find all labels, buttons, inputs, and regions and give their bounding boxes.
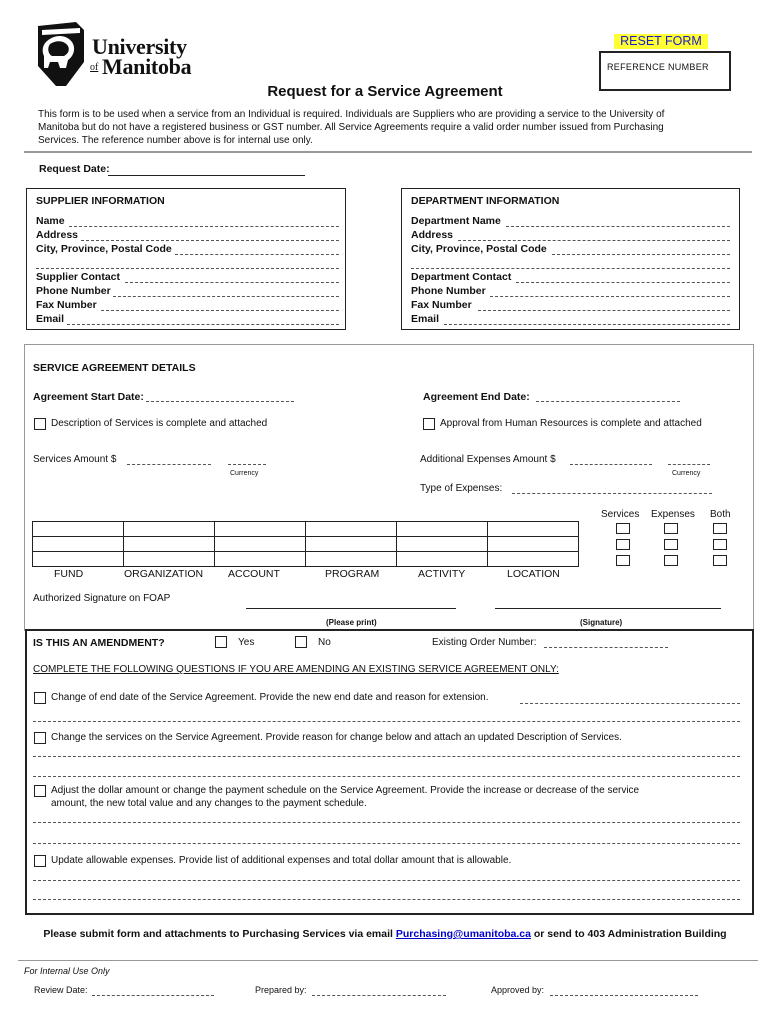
service-details-title: SERVICE AGREEMENT DETAILS	[33, 362, 196, 374]
foap-cell[interactable]	[33, 552, 124, 567]
foap-activity-label: ACTIVITY	[418, 568, 466, 580]
foap-cell[interactable]	[33, 522, 124, 537]
foap-cell[interactable]	[306, 552, 397, 567]
foap-row	[33, 537, 579, 552]
hr-approval-label: Approval from Human Resources is complete and attached	[440, 418, 702, 429]
supplier-fax-label: Fax Number	[36, 299, 97, 311]
foap-cell[interactable]	[215, 552, 306, 567]
department-fax-label: Fax Number	[411, 299, 472, 311]
internal-use-section	[18, 960, 758, 1013]
approved-by-label: Approved by:	[491, 985, 545, 995]
row3-expenses-checkbox[interactable]	[664, 555, 678, 566]
foap-fund-label: FUND	[54, 568, 84, 580]
department-address-label: Address	[411, 229, 454, 241]
foap-cell[interactable]	[215, 522, 306, 537]
submit-text-pre: Please submit form and attachments to Purchasing Services via email	[43, 928, 393, 940]
department-contact-label: Department Contact	[411, 271, 512, 283]
department-city-field[interactable]	[552, 254, 730, 255]
prepared-by-field[interactable]	[312, 995, 446, 996]
amount-change-checkbox[interactable]	[34, 785, 46, 797]
services-change-field[interactable]	[33, 756, 740, 757]
services-amount-label: Services Amount $	[33, 454, 117, 465]
col-services-label: Services	[601, 509, 640, 520]
signature-field[interactable]	[495, 608, 721, 609]
foap-location-label: LOCATION	[507, 568, 560, 580]
row1-both-checkbox[interactable]	[713, 523, 727, 534]
description-complete-checkbox[interactable]	[34, 418, 46, 430]
services-currency-label: Currency	[230, 470, 259, 477]
please-print-label: (Please print)	[326, 618, 377, 627]
request-date-label: Request Date:	[39, 163, 110, 175]
services-currency-field[interactable]	[228, 464, 266, 465]
request-date-field[interactable]	[108, 175, 305, 176]
department-city-field-2[interactable]	[411, 268, 730, 269]
row3-services-checkbox[interactable]	[616, 555, 630, 566]
supplier-city-label: City, Province, Postal Code	[36, 243, 172, 255]
supplier-phone-label: Phone Number	[36, 285, 111, 297]
amendment-yes-label: Yes	[238, 637, 255, 648]
services-amount-field[interactable]	[127, 464, 211, 465]
expenses-update-field-2[interactable]	[33, 899, 740, 900]
department-email-field[interactable]	[444, 324, 730, 325]
supplier-address-label: Address	[36, 229, 79, 241]
department-phone-field[interactable]	[490, 296, 730, 297]
foap-cell[interactable]	[306, 522, 397, 537]
print-name-field[interactable]	[246, 608, 456, 609]
supplier-name-field[interactable]	[69, 226, 339, 227]
internal-use-label: For Internal Use Only	[24, 966, 110, 976]
end-date-change-label: Change of end date of the Service Agreement. Provide the new end date and reason for extension.	[51, 692, 489, 703]
start-date-field[interactable]	[146, 401, 294, 402]
reset-form-button[interactable]: RESET FORM	[614, 34, 708, 49]
submit-instructions	[0, 928, 770, 940]
supplier-section	[26, 188, 346, 330]
foap-row	[33, 552, 579, 567]
foap-program-label: PROGRAM	[325, 568, 380, 580]
reference-number-label: REFERENCE NUMBER	[607, 62, 709, 72]
service-details-section	[24, 344, 754, 631]
col-expenses-label: Expenses	[651, 509, 695, 520]
expenses-update-label: Update allowable expenses. Provide list of additional expenses and total dollar amount that is allowable.	[51, 855, 512, 866]
foap-account-label: ACCOUNT	[228, 568, 280, 580]
department-section	[401, 188, 740, 330]
additional-expenses-field[interactable]	[570, 464, 652, 465]
expenses-currency-field[interactable]	[668, 464, 710, 465]
foap-cell[interactable]	[488, 552, 579, 567]
review-date-field[interactable]	[92, 995, 214, 996]
review-date-label: Review Date:	[34, 985, 88, 995]
supplier-contact-label: Supplier Contact	[36, 271, 121, 283]
logo-manitoba-text: Manitoba	[102, 54, 192, 79]
end-date-change-field-2[interactable]	[33, 721, 740, 722]
supplier-email-label: Email	[36, 313, 65, 325]
foap-cell[interactable]	[124, 537, 215, 552]
col-both-label: Both	[710, 509, 731, 520]
amount-change-field[interactable]	[33, 822, 740, 823]
department-city-label: City, Province, Postal Code	[411, 243, 547, 255]
department-email-label: Email	[411, 313, 440, 325]
supplier-city-field[interactable]	[175, 254, 339, 255]
expenses-update-checkbox[interactable]	[34, 855, 46, 867]
end-date-label: Agreement End Date:	[423, 391, 530, 403]
logo-university-text: University	[92, 34, 187, 59]
supplier-email-field[interactable]	[67, 324, 339, 325]
end-date-change-field[interactable]	[520, 703, 740, 704]
supplier-fax-field[interactable]	[101, 310, 339, 311]
additional-expenses-label: Additional Expenses Amount $	[420, 454, 556, 465]
amendment-yes-checkbox[interactable]	[215, 636, 227, 648]
supplier-contact-field[interactable]	[125, 282, 339, 283]
department-name-field[interactable]	[506, 226, 730, 227]
authorized-signature-label: Authorized Signature on FOAP	[33, 593, 171, 604]
amendment-no-label: No	[318, 637, 331, 648]
existing-order-field[interactable]	[544, 647, 668, 648]
signature-label: (Signature)	[580, 618, 623, 627]
university-logo	[36, 22, 206, 88]
row2-services-checkbox[interactable]	[616, 539, 630, 550]
expenses-currency-label: Currency	[672, 470, 701, 477]
row2-expenses-checkbox[interactable]	[664, 539, 678, 550]
end-date-field[interactable]	[536, 401, 680, 402]
amount-change-label: Adjust the dollar amount or change the payment schedule on the Service Agreement. Provide the increase or decrease of the service	[51, 785, 640, 796]
description-complete-label: Description of Services is complete and attached	[51, 418, 268, 429]
logo-of-text: of	[90, 62, 99, 73]
row1-services-checkbox[interactable]	[616, 523, 630, 534]
prepared-by-label: Prepared by:	[255, 985, 307, 995]
department-name-label: Department Name	[411, 215, 501, 227]
expenses-update-field[interactable]	[33, 880, 740, 881]
hr-approval-checkbox[interactable]	[423, 418, 435, 430]
amount-change-field-2[interactable]	[33, 843, 740, 844]
row2-both-checkbox[interactable]	[713, 539, 727, 550]
foap-cell[interactable]	[488, 522, 579, 537]
amendment-no-checkbox[interactable]	[295, 636, 307, 648]
foap-organization-label: ORGANIZATION	[124, 568, 204, 580]
foap-cell[interactable]	[124, 522, 215, 537]
existing-order-label: Existing Order Number:	[432, 637, 537, 648]
foap-row	[33, 522, 579, 537]
department-contact-field[interactable]	[516, 282, 730, 283]
services-change-checkbox[interactable]	[34, 732, 46, 744]
end-date-change-checkbox[interactable]	[34, 692, 46, 704]
supplier-city-field-2[interactable]	[36, 268, 339, 269]
approved-by-field[interactable]	[550, 995, 698, 996]
foap-table	[32, 521, 579, 567]
department-address-field[interactable]	[458, 240, 730, 241]
department-title: DEPARTMENT INFORMATION	[411, 195, 560, 207]
services-change-label: Change the services on the Service Agreement. Provide reason for change below and attach an updated Description of Services.	[51, 732, 622, 743]
foap-cell[interactable]	[397, 522, 488, 537]
type-expenses-label: Type of Expenses:	[420, 483, 503, 494]
header-divider	[24, 151, 752, 153]
foap-cell[interactable]	[33, 537, 124, 552]
amendment-question: IS THIS AN AMENDMENT?	[33, 637, 165, 649]
foap-cell[interactable]	[215, 537, 306, 552]
foap-cell[interactable]	[306, 537, 397, 552]
row3-both-checkbox[interactable]	[713, 555, 727, 566]
supplier-name-label: Name	[36, 215, 65, 227]
foap-cell[interactable]	[124, 552, 215, 567]
amendment-instruction: COMPLETE THE FOLLOWING QUESTIONS IF YOU ARE AMENDING AN EXISTING SERVICE AGREEMENT ONLY:	[33, 664, 559, 675]
row1-expenses-checkbox[interactable]	[664, 523, 678, 534]
supplier-address-field[interactable]	[81, 240, 339, 241]
type-expenses-field[interactable]	[512, 493, 712, 494]
page-title: Request for a Service Agreement	[267, 83, 503, 100]
foap-cell[interactable]	[397, 552, 488, 567]
services-change-field-2[interactable]	[33, 776, 740, 777]
foap-cell[interactable]	[488, 537, 579, 552]
intro-text: This form is to be used when a service from an Individual is required. Individuals are Suppliers who are providing a service to the University of Manitoba but do not have a registered business or GST number. All Service Agreements require a valid order number issued from Purchasing Services. The reference number above is for internal use only.	[38, 109, 665, 146]
start-date-label: Agreement Start Date:	[33, 391, 144, 403]
foap-cell[interactable]	[397, 537, 488, 552]
bison-crest-icon	[36, 22, 86, 88]
submit-text-post: or send to 403 Administration Building	[533, 928, 727, 940]
department-phone-label: Phone Number	[411, 285, 486, 297]
amount-change-label-2: amount, the new total value and any changes to the payment schedule.	[51, 798, 367, 809]
supplier-phone-field[interactable]	[113, 296, 339, 297]
supplier-title: SUPPLIER INFORMATION	[36, 195, 165, 207]
purchasing-email-link[interactable]: Purchasing@umanitoba.ca	[395, 928, 531, 940]
department-fax-field[interactable]	[478, 310, 730, 311]
